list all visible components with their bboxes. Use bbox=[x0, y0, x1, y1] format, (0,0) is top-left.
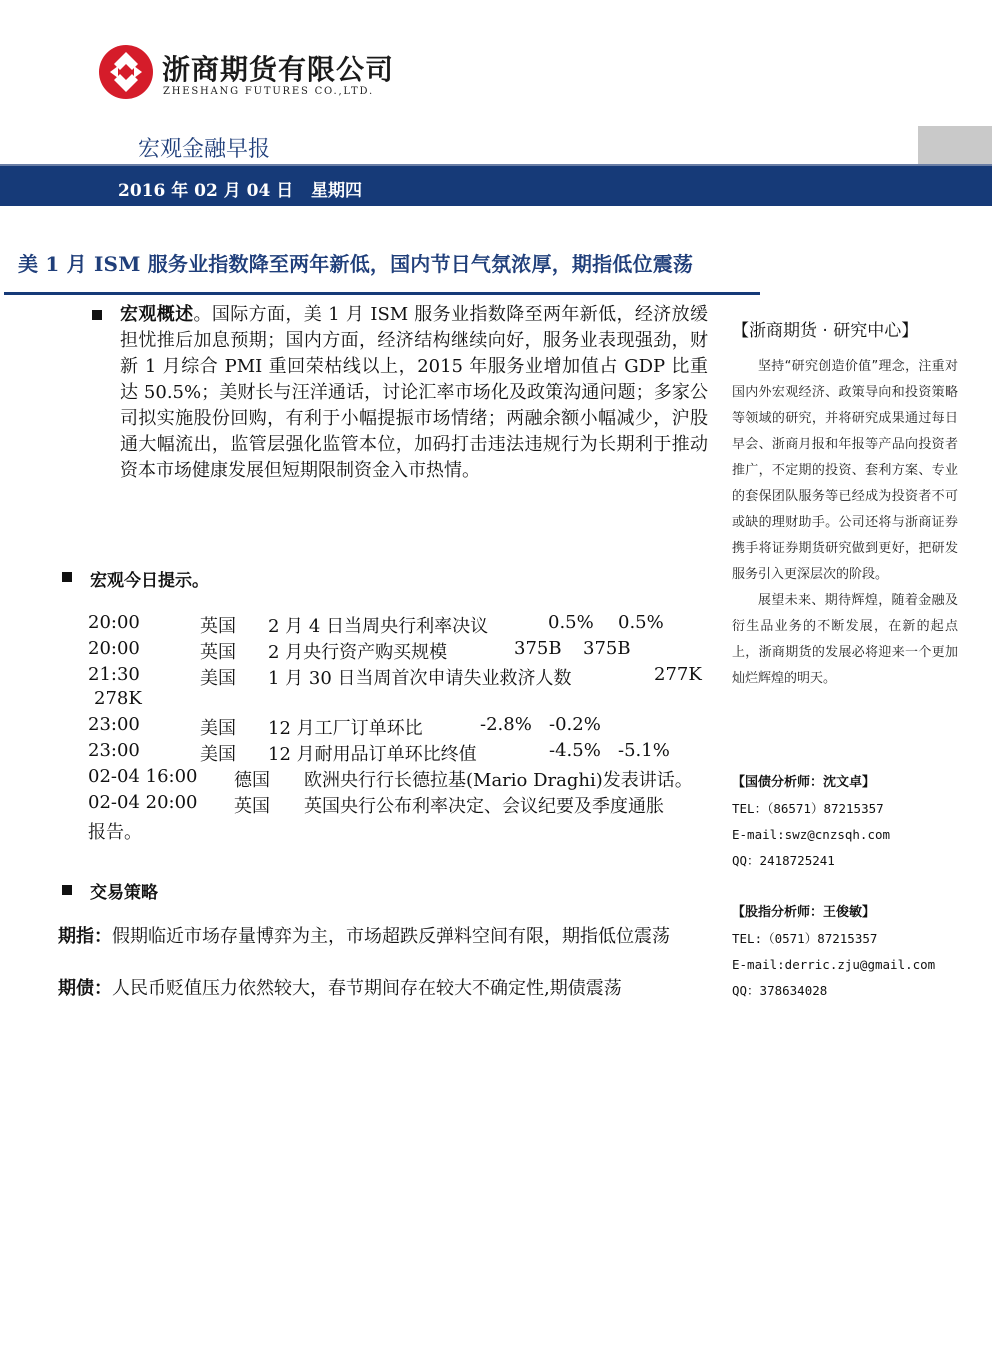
overview-text: 。国际方面，美 1 月 ISM 服务业指数降至两年新低，经济放缓担忧推后加息预期；国内方面，经济结构继续向好，服务业表现强劲，财新 1 月综合 PMI 重回荣枯线以上，2015 年服务业增加值占 GDP 比重达 50.5%；美财长与汪洋通话，讨论汇率市场化及政策沟通问题；多家公司拟实施股份回购，有利于小幅提振市场情绪；两融余额小幅减少，沪股通大幅流出，监管层强化监管本位，加码打击违法违规行为长期利于推动资本市场健康发展但短期限制资金入市热情。 bbox=[120, 304, 709, 481]
header-decoration bbox=[918, 126, 992, 164]
event-name: 欧洲央行行长德拉基(Mario Draghi)发表讲话。 bbox=[304, 770, 693, 791]
title-divider bbox=[4, 292, 760, 295]
event-prev: 375B bbox=[514, 638, 562, 659]
strategy-text: 假期临近市场存量博弈为主，市场超跌反弹料空间有限，期指低位震荡 bbox=[112, 926, 670, 947]
sidebar-intro bbox=[732, 354, 958, 692]
page-title: 美 1 月 ISM 服务业指数降至两年新低，国内节日气氛浓厚，期指低位震荡 bbox=[18, 252, 694, 276]
analyst-tel: TEL:（0571）87215357 bbox=[732, 931, 878, 946]
date-value: 2016 年 02 月 04 日 bbox=[118, 181, 294, 201]
event-forecast: 375B bbox=[583, 638, 631, 659]
event-prev: -4.5% bbox=[549, 740, 601, 761]
event-name: 2 月 4 日当周央行利率决议 bbox=[268, 616, 489, 637]
analyst-email[interactable]: E-mail:derric.zju@gmail.com bbox=[732, 957, 936, 972]
analyst-title: 【国债分析师：沈文卓】 bbox=[732, 775, 876, 790]
strategy-item-index-futures bbox=[58, 924, 710, 950]
strategy-text: 人民币贬值压力依然较大，春节期间存在较大不确定性,期债震荡 bbox=[112, 978, 622, 999]
strategy-heading: 交易策略 bbox=[90, 883, 158, 903]
event-country: 德国 bbox=[234, 770, 270, 791]
analyst-card bbox=[732, 770, 890, 874]
event-forecast: -0.2% bbox=[549, 714, 601, 735]
sidebar-paragraph: 坚持“研究创造价值”理念，注重对国内外宏观经济、政策导向和投资策略等领域的研究，并将研究成果通过每日早会、浙商月报和年报等产品向投资者推广，不定期的投资、套利方案、专业的套保团队服务等已经成为投资者不可或缺的理财助手。公司还将与浙商证券携手将证券期货研究做到更好，把研发服务引入更深层次的阶段。 bbox=[732, 359, 958, 582]
analyst-card bbox=[732, 900, 935, 1004]
strategy-item-bond-futures bbox=[58, 976, 710, 1002]
event-country: 美国 bbox=[200, 718, 236, 739]
overview-label: 宏观概述 bbox=[120, 304, 194, 325]
analyst-qq: QQ：378634028 bbox=[732, 983, 828, 998]
sidebar-heading: 【浙商期货 · 研究中心】 bbox=[732, 321, 919, 341]
weekday: 星期四 bbox=[311, 181, 362, 201]
analyst-qq: QQ：2418725241 bbox=[732, 853, 835, 868]
event-name: 2 月央行资产购买规模 bbox=[268, 642, 448, 663]
event-time: 23:00 bbox=[88, 714, 140, 735]
sidebar-paragraph: 展望未来、期待辉煌，随着金融及衍生品业务的不断发展，在新的起点上，浙商期货的发展必将迎来一个更加灿烂辉煌的明天。 bbox=[732, 593, 958, 686]
event-forecast: 0.5% bbox=[618, 612, 664, 633]
overview-paragraph bbox=[120, 302, 708, 484]
event-time: 21:30 bbox=[88, 664, 140, 685]
event-country: 英国 bbox=[200, 616, 236, 637]
strategy-label: 期指： bbox=[58, 926, 112, 947]
event-country: 英国 bbox=[234, 796, 270, 817]
strategy-label: 期债： bbox=[58, 978, 112, 999]
company-logo-icon bbox=[98, 44, 154, 100]
event-name: 英国央行公布利率决定、会议纪要及季度通胀 bbox=[304, 796, 664, 817]
event-time: 23:00 bbox=[88, 740, 140, 761]
event-name: 12 月工厂订单环比 bbox=[268, 718, 423, 739]
event-time: 02-04 20:00 bbox=[88, 792, 198, 813]
event-time: 20:00 bbox=[88, 638, 140, 659]
event-time: 20:00 bbox=[88, 612, 140, 633]
event-name-cont: 报告。 bbox=[88, 822, 142, 843]
report-date bbox=[118, 176, 362, 201]
bullet-square-icon bbox=[62, 885, 72, 895]
analyst-tel: TEL：（86571）87215357 bbox=[732, 801, 884, 816]
event-name: 1 月 30 日当周首次申请失业救济人数 bbox=[268, 668, 572, 689]
event-prev: 0.5% bbox=[548, 612, 594, 633]
event-prev: 277K bbox=[654, 664, 702, 685]
analyst-email[interactable]: E-mail:swz@cnzsqh.com bbox=[732, 827, 891, 842]
company-name-cn: 浙商期货有限公司 bbox=[162, 53, 395, 86]
bullet-square-icon bbox=[92, 310, 102, 320]
event-country: 英国 bbox=[200, 642, 236, 663]
event-forecast: -5.1% bbox=[618, 740, 670, 761]
event-name: 12 月耐用品订单环比终值 bbox=[268, 744, 477, 765]
calendar-heading: 宏观今日提示。 bbox=[90, 571, 209, 591]
event-prev: -2.8% bbox=[480, 714, 532, 735]
event-forecast: 278K bbox=[94, 688, 142, 709]
company-name-en: ZHESHANG FUTURES CO.,LTD. bbox=[163, 86, 374, 97]
event-country: 美国 bbox=[200, 744, 236, 765]
analyst-title: 【股指分析师：王俊敏】 bbox=[732, 905, 876, 920]
bullet-square-icon bbox=[62, 572, 72, 582]
event-country: 美国 bbox=[200, 668, 236, 689]
report-type: 宏观金融早报 bbox=[138, 137, 271, 162]
event-time: 02-04 16:00 bbox=[88, 766, 198, 787]
